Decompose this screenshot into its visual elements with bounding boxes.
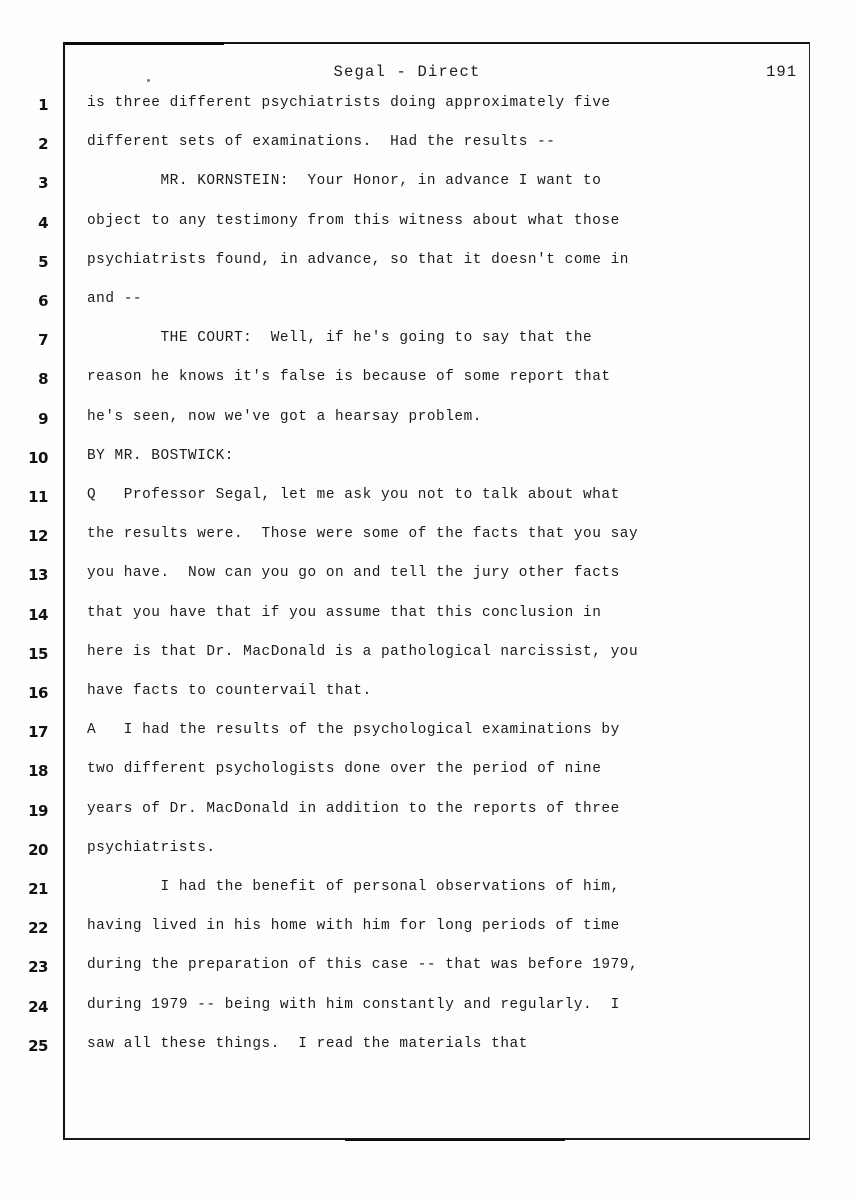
page-title: Segal - Direct xyxy=(333,63,481,81)
line-number: 22 xyxy=(28,919,48,938)
line-number: 2 xyxy=(38,135,48,154)
line-number: 18 xyxy=(28,762,48,781)
transcript-line: that you have that if you assume that this conclusion in xyxy=(87,604,602,621)
line-number: 19 xyxy=(28,801,48,820)
transcript-line: two different psychologists done over the period of nine xyxy=(87,761,602,778)
transcript-line: Q Professor Segal, let me ask you not to talk about what xyxy=(87,487,620,503)
transcript-line: is three different psychiatrists doing approximately five xyxy=(87,95,611,111)
transcript-line: years of Dr. MacDonald in addition to the reports of three xyxy=(87,800,620,817)
transcript-line: you have. Now can you go on and tell the jury other facts xyxy=(87,565,620,582)
line-number: 3 xyxy=(38,174,48,193)
transcript-line: have facts to countervail that. xyxy=(87,683,372,699)
page-header xyxy=(87,63,797,89)
line-number: 20 xyxy=(28,840,48,859)
line-number: 1 xyxy=(38,96,48,114)
transcript-line: I had the benefit of personal observations of him, xyxy=(87,879,620,895)
line-number: 25 xyxy=(28,1036,48,1055)
transcript-line: BY MR. BOSTWICK: xyxy=(87,447,234,464)
line-number: 5 xyxy=(38,252,48,271)
line-number: 7 xyxy=(38,331,48,350)
transcript-line: during 1979 -- being with him constantly and regularly. I xyxy=(87,996,620,1013)
line-number: 8 xyxy=(38,370,48,389)
line-number: 24 xyxy=(28,997,48,1016)
transcript-line: having lived in his home with him for long periods of time xyxy=(87,918,620,935)
line-number: 6 xyxy=(38,292,48,310)
transcript-line: the results were. Those were some of the facts that you say xyxy=(87,526,639,543)
transcript-line: THE COURT: Well, if he's going to say that the xyxy=(87,330,593,347)
transcript-line: and -- xyxy=(87,291,143,307)
transcript-line: during the preparation of this case -- that was before 1979, xyxy=(87,957,639,974)
transcript-line: different sets of examinations. Had the results -- xyxy=(87,134,556,151)
line-number: 4 xyxy=(38,213,48,232)
transcript-line: he's seen, now we've got a hearsay problem. xyxy=(87,408,482,425)
line-number: 11 xyxy=(28,488,48,506)
transcript-line: object to any testimony from this witness about what those xyxy=(87,212,620,229)
scan-artifact-speck xyxy=(147,79,150,82)
transcript-line: here is that Dr. MacDonald is a pathological narcissist, you xyxy=(87,643,639,660)
transcript-line: psychiatrists found, in advance, so that it doesn't come in xyxy=(87,251,629,268)
line-number: 12 xyxy=(28,527,48,546)
line-number: 17 xyxy=(28,723,48,742)
transcript-line: MR. KORNSTEIN: Your Honor, in advance I want to xyxy=(87,173,602,190)
line-number: 21 xyxy=(28,880,48,898)
transcript-line: reason he knows it's false is because of some report that xyxy=(87,369,611,386)
transcript-line: saw all these things. I read the materials that xyxy=(87,1035,528,1052)
line-number: 23 xyxy=(28,958,48,977)
transcript-line: A I had the results of the psychological examinations by xyxy=(87,722,620,739)
line-number: 14 xyxy=(28,605,48,624)
page-number: 191 xyxy=(766,63,797,81)
line-number: 16 xyxy=(28,684,48,702)
line-number: 9 xyxy=(38,409,48,428)
transcript-line: psychiatrists. xyxy=(87,839,216,856)
line-number: 15 xyxy=(28,644,48,663)
line-number: 10 xyxy=(28,448,48,467)
line-number: 13 xyxy=(28,566,48,585)
